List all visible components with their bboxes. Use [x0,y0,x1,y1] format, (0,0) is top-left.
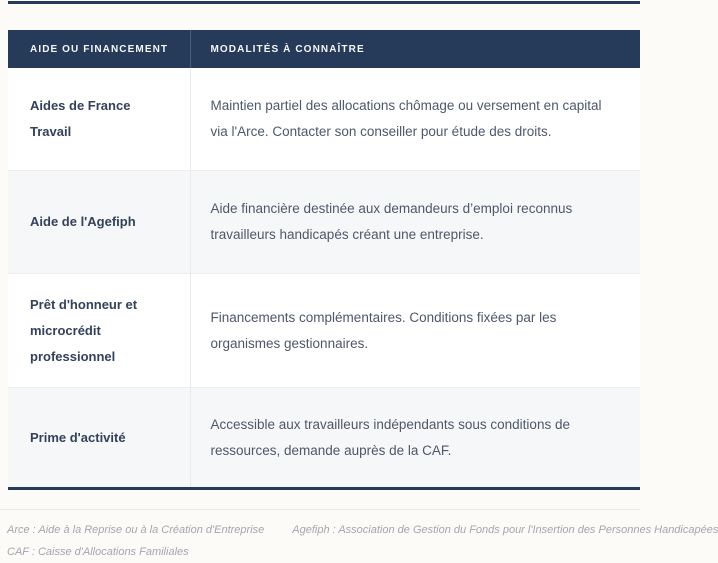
page [0,1,718,558]
aide-cell: Aide de l'Agefiph [8,171,190,274]
modalites-cell: Maintien partiel des allocations chômage ou versement en capital via l'Arce. Contacter son conseiller pour étude des droits. [210,98,602,139]
table-header-row [8,30,640,68]
table-row [8,171,640,274]
table-top-rule [8,1,640,4]
footnote-caf: CAF : Caisse d'Allocations Familiales [7,546,189,558]
table-row [8,68,640,171]
footnote-line-2 [7,541,640,563]
footnotes [7,519,718,563]
footnote-line-1 [7,519,718,541]
modalites-cell: Aide financière destinée aux demandeurs d’emploi reconnus travailleurs handicapés créant une entreprise. [190,171,640,274]
table-row [8,274,640,388]
footnote-agefiph: Agefiph : Association de Gestion du Fonds pour l'Insertion des Personnes Handicapées [292,524,718,536]
table-row [8,388,640,489]
modalites-cell: Financements complémentaires. Conditions fixées par les organismes gestionnaires. [190,274,640,388]
modalites-cell: Accessible aux travailleurs indépendants sous conditions de ressources, demande auprès de la CAF. [190,388,640,489]
footnote-arce: Arce : Aide à la Reprise ou à la Création d'Entreprise [7,524,265,536]
aide-cell: Prime d'activité [8,388,190,489]
footnote-divider [0,509,640,510]
aid-table [8,30,640,490]
column-header-modalites: MODALITÉS À CONNAÎTRE [190,30,640,68]
aide-cell: Prêt d'honneur et microcrédit professionnel [8,274,190,388]
aide-cell: Aides de France Travail [8,68,190,171]
column-header-aide: AIDE OU FINANCEMENT [8,30,190,68]
